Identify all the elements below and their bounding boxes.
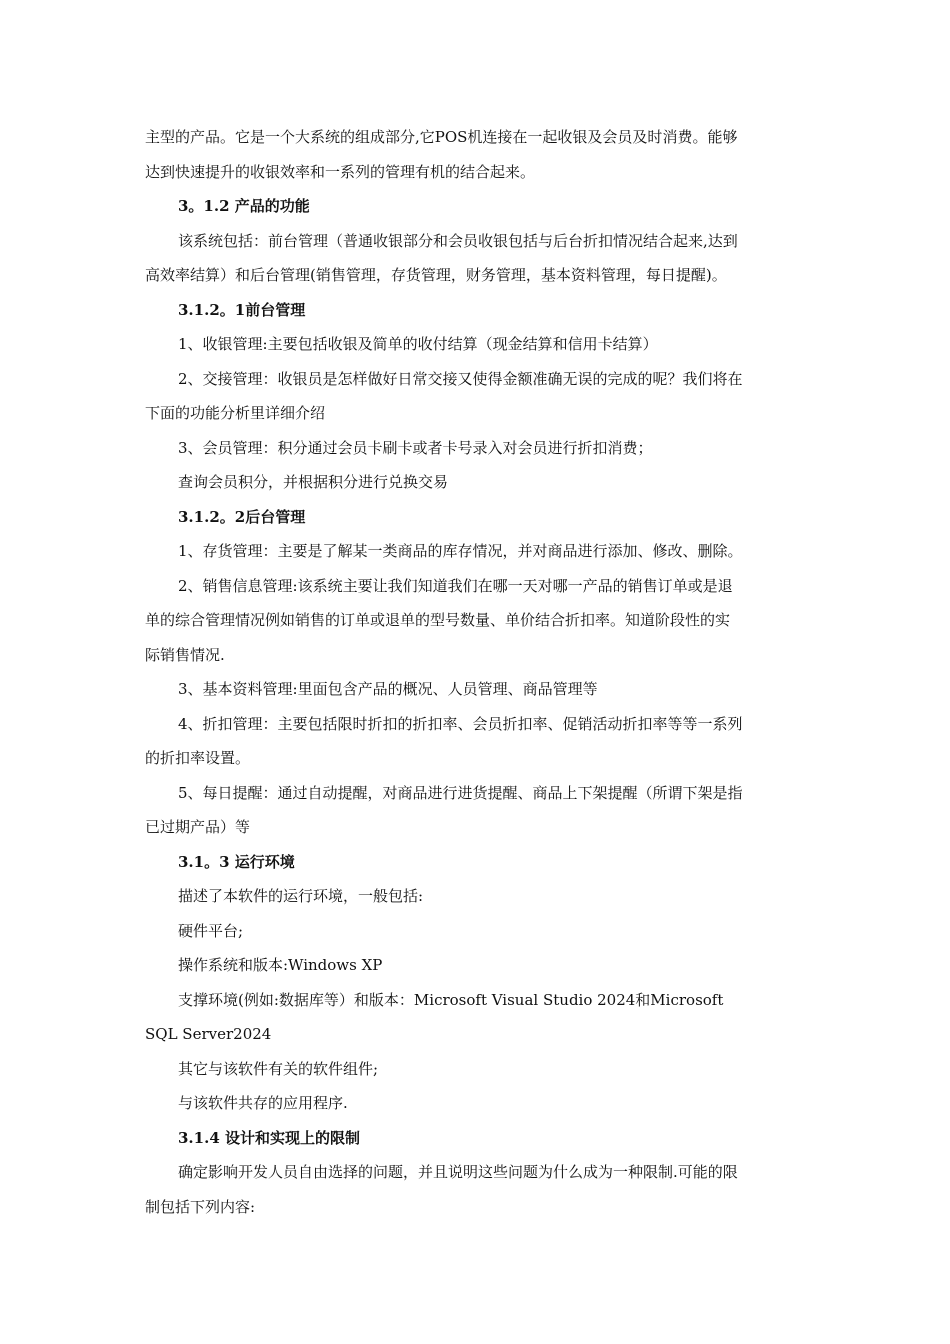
paragraph-line: 1、存货管理：主要是了解某一类商品的库存情况，并对商品进行添加、修改、删除。 [178, 542, 743, 560]
paragraph-line: 际销售情况. [145, 645, 225, 664]
paragraph-line: 4、折扣管理：主要包括限时折扣的折扣率、会员折扣率、促销活动折扣率等等一系列 [178, 714, 743, 733]
paragraph-line: 硬件平台; [178, 921, 244, 940]
paragraph-line: 操作系统和版本:Windows XP [178, 956, 383, 974]
section-heading: 3.1.2。1前台管理 [178, 300, 306, 319]
paragraph-line: 制包括下列内容: [145, 1197, 256, 1216]
paragraph-line: 5、每日提醒：通过自动提醒，对商品进行进货提醒、商品上下架提醒（所谓下架是指 [178, 783, 743, 802]
paragraph-line: 支撑环境(例如:数据库等）和版本：Microsoft Visual Studio 2024和Microsoft [178, 990, 724, 1009]
paragraph-line: 下面的功能分析里详细介绍 [145, 404, 326, 422]
paragraph-line: 确定影响开发人员自由选择的问题，并且说明这些问题为什么成为一种限制.可能的限 [178, 1163, 738, 1181]
paragraph-line: 与该软件共存的应用程序. [178, 1094, 348, 1112]
paragraph-line: SQL Server2024 [145, 1025, 272, 1043]
paragraph-line: 的折扣率设置。 [145, 749, 251, 767]
paragraph-line: 主型的产品。它是一个大系统的组成部分,它POS机连接在一起收银及会员及时消费。能够 [145, 128, 738, 146]
paragraph-line: 3、基本资料管理:里面包含产品的概况、人员管理、商品管理等 [178, 680, 598, 698]
paragraph-line: 已过期产品）等 [145, 818, 251, 836]
section-heading: 3。1.2 产品的功能 [178, 197, 310, 215]
paragraph-line: 1、收银管理:主要包括收银及简单的收付结算（现金结算和信用卡结算） [178, 335, 658, 353]
paragraph-line: 描述了本软件的运行环境，一般包括: [178, 887, 424, 905]
paragraph-line: 高效率结算）和后台管理(销售管理，存货管理，财务管理，基本资料管理，每日提醒)。 [145, 266, 727, 284]
paragraph-line: 单的综合管理情况例如销售的订单或退单的型号数量、单价结合折扣率。知道阶段性的实 [145, 611, 731, 629]
paragraph-line: 查询会员积分，并根据积分进行兑换交易 [178, 473, 449, 491]
section-heading: 3.1.4 设计和实现上的限制 [178, 1128, 360, 1147]
paragraph-line: 3、会员管理：积分通过会员卡刷卡或者卡号录入对会员进行折扣消费； [178, 438, 653, 457]
section-heading: 3.1。3 运行环境 [178, 852, 295, 871]
paragraph-line: 2、交接管理：收银员是怎样做好日常交接又使得金额准确无误的完成的呢？我们将在 [178, 369, 743, 388]
paragraph-line: 2、销售信息管理:该系统主要让我们知道我们在哪一天对哪一产品的销售订单或是退 [178, 576, 733, 595]
paragraph-line: 其它与该软件有关的软件组件; [178, 1059, 379, 1078]
paragraph-line: 该系统包括：前台管理（普通收银部分和会员收银包括与后台折扣情况结合起来,达到 [178, 231, 738, 250]
paragraph-line: 达到快速提升的收银效率和一系列的管理有机的结合起来。 [145, 162, 536, 181]
document-body [145, 120, 810, 1224]
section-heading: 3.1.2。2后台管理 [178, 507, 306, 526]
